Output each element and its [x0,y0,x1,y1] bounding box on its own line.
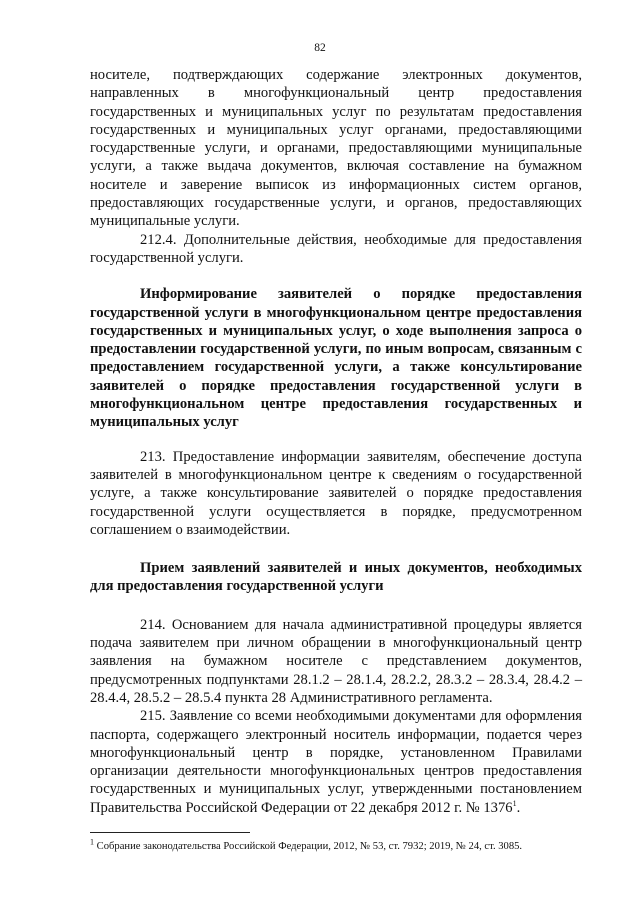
footnote-reference: 1 [512,798,517,808]
paragraph-213: 213. Предоставление информации заявителям, обеспечение доступа заявителей в многофункциональном центре к сведениям о государственной услуге, а также консультирование заявителей о порядке предоставления государственной услуги осуществляется в порядке, предусмотренном соглашением о взаимодействии. [90,448,582,538]
section-heading-informing: Информирование заявителей о порядке предоставления государственной услуги в многофункциональном центре предоставления государственных и муниципальных услуг, о ходе выполнения запроса о предоставлении государственной услуги, по иным вопросам, связанным с предоставлением государственной услуги, а также консультирование заявителей о порядке предоставления государственной услуги в многофункциональном центре предоставления государственных и муниципальных услуг [90,286,582,431]
paragraph-215-text: 215. Заявление со всеми необходимыми документами для оформления паспорта, содержащего электронный носитель информации, подается через многофункциональный центр в порядке, установленном Правилами организации деятельности многофункциональных центров предоставления государственных и муниципальных услуг, утвержденными постановлением Правительства Российской Федерации от 22 декабря 2012 г. № 1376 [90,708,582,816]
paragraph-214: 214. Основанием для начала административной процедуры является подача заявителем при личном обращении в многофункциональный центр заявления на бумажном носителе с представлением документов, предусмотренных подпунктами 28.1.2 – 28.1.4, 28.2.2, 28.3.2 – 28.3.4, 28.4.2 – 28.4.4, 28.5.2 – 28.5.4 пункта 28 Административного регламента. [90,616,582,706]
footnote [90,837,582,853]
footnote-text: Собрание законодательства Российской Федерации, 2012, № 53, ст. 7932; 2019, № 24, ст. 3085. [96,841,523,852]
paragraph-212-4: 212.4. Дополнительные действия, необходимые для предоставления государственной услуги. [90,231,582,266]
paragraph-215-end: . [516,799,521,816]
paragraph-continuation: носителе, подтверждающих содержание электронных документов, направленных в многофункциональный центр предоставления государственных и муниципальных услуг по результатам предоставления государственных и муниципальных услуг органами, предоставляющими государственные услуги, и органами, предоставляющими муниципальные услуги, а также выдача документов, включая составление на бумажном носителе и заверение выписок из информационных систем органов, предоставляющих государственные услуги, и органов, предоставляющих муниципальные услуги. [90,67,582,230]
section-heading-reception: Прием заявлений заявителей и иных документов, необходимых для предоставления государственной услуги [90,560,582,595]
page-number: 82 [314,42,326,54]
footnote-separator [90,832,250,833]
paragraph-215 [90,707,582,817]
page-body [90,66,582,817]
footnote-marker: 1 [90,837,94,847]
